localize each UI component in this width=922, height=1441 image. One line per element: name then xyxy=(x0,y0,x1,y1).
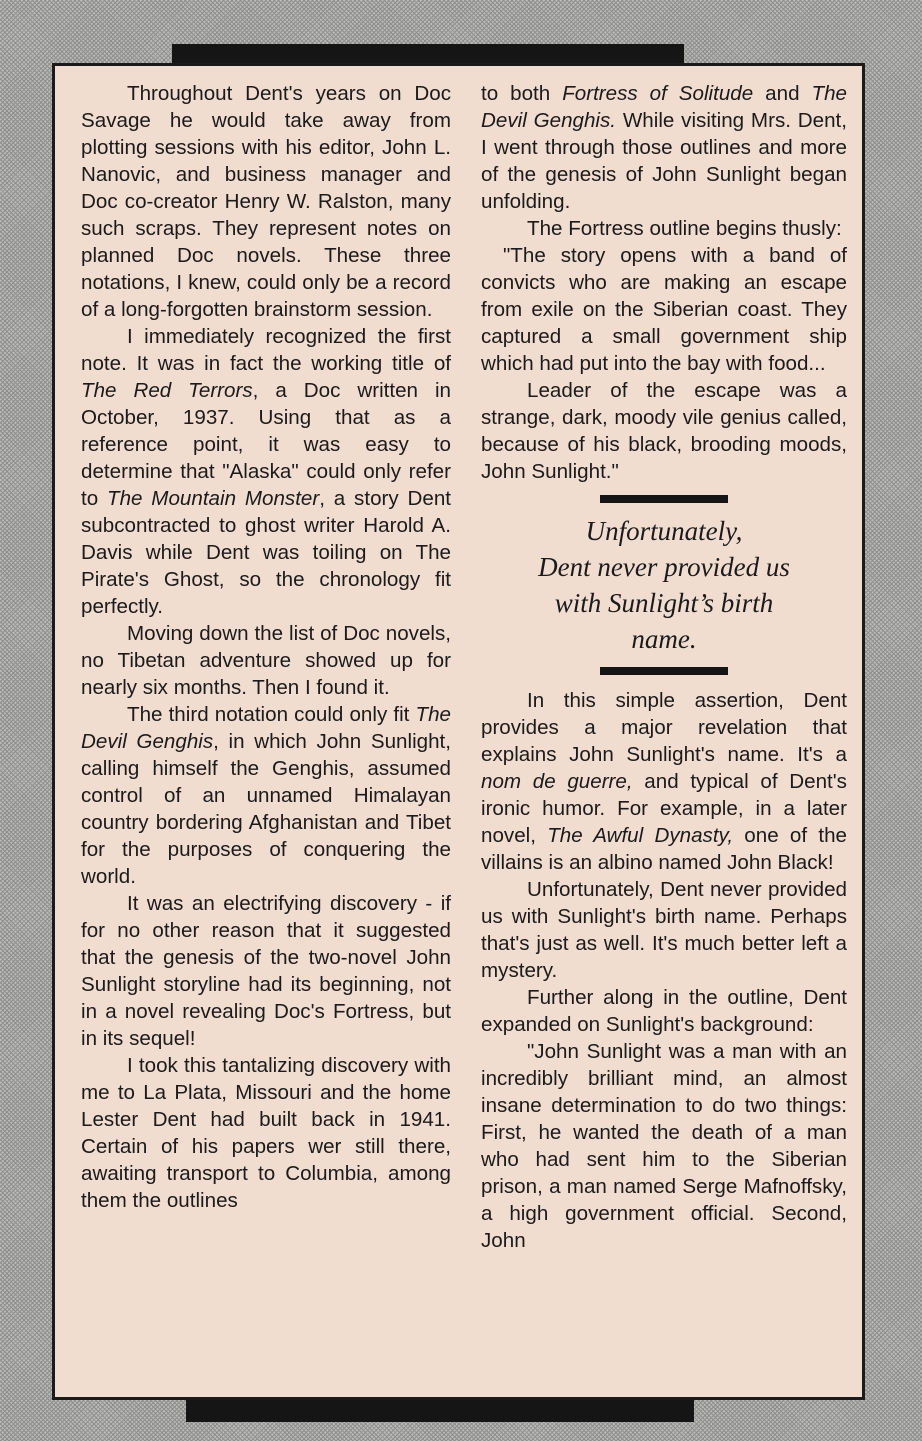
pullquote-bottom-rule xyxy=(600,667,728,675)
quoted-paragraph: Leader of the escape was a strange, dark, moody vile genius called, because of his black, brooding moods, John Sunlight." xyxy=(481,379,847,483)
pullquote-line: name. xyxy=(631,624,697,654)
paragraph: In this simple assertion, Dent provides a major revelation that explains John Sunlight's name. It's a nom de guerre, and typical of Dent's ironic humor. For example, in a later novel, The Awful Dynasty, one of the villains is an albino named John Black! xyxy=(481,689,847,874)
italic-term: nom de guerre, xyxy=(481,770,633,793)
book-title: The Red Terrors xyxy=(81,379,253,402)
pullquote xyxy=(481,511,847,659)
paragraph: to both Fortress of Solitude and The Devil Genghis. While visiting Mrs. Dent, I went through those outlines and more of the genesis of John Sunlight began unfolding. xyxy=(481,82,848,213)
book-title: Fortress of Solitude xyxy=(562,82,754,105)
book-title: The Awful Dynasty, xyxy=(547,824,734,847)
paragraph: I took this tantalizing discovery with me to La Plata, Missouri and the home Lester Dent had built back in 1941. Certain of his papers wer still there, awaiting transport to Columbia, among them the outlines xyxy=(81,1054,451,1212)
pullquote-line: Dent never provided us xyxy=(538,552,790,582)
paragraph: I immediately recognized the first note. It was in fact the working title of The Red Terrors, a Doc written in October, 1937. Using that as a reference point, it was easy to determine that "Alaska" could only refer to The Mountain Monster, a story Dent subcontracted to ghost writer Harold A. Davis while Dent was toiling on The Pirate's Ghost, so the chronology fit perfectly. xyxy=(81,325,451,618)
paragraph: The third notation could only fit The Devil Genghis, in which John Sunlight, calling himself the Genghis, assumed control of an unnamed Himalayan country bordering Afghanistan and Tibet for the purposes of conquering the world. xyxy=(81,703,451,888)
book-title: The Mountain Monster xyxy=(107,487,320,510)
book-title: The Devil Genghis. xyxy=(481,82,847,132)
paragraph: Unfortunately, Dent never provided us with Sunlight's birth name. Perhaps that's just as well. It's much better left a mystery. xyxy=(481,878,847,982)
paragraph: Further along in the outline, Dent expanded on Sunlight's background: xyxy=(481,986,847,1036)
left-column xyxy=(81,80,451,1214)
paragraph: It was an electrifying discovery - if for no other reason that it suggested that the genesis of the two-novel John Sunlight storyline had its beginning, not in a novel revealing Doc's Fortress, but in its sequel! xyxy=(81,892,451,1050)
pullquote-line: Unfortunately, xyxy=(585,516,743,546)
paragraph: Moving down the list of Doc novels, no Tibetan adventure showed up for nearly six months. Then I found it. xyxy=(81,622,451,699)
pullquote-top-rule xyxy=(600,495,728,503)
paragraph: Throughout Dent's years on Doc Savage he would take away from plotting sessions with his editor, John L. Nanovic, and business manager and Doc co-creator Henry W. Ralston, many such scraps. They represent notes on planned Doc novels. These three notations, I knew, could only be a record of a long-forgotten brainstorm session. xyxy=(81,82,451,321)
quoted-paragraph: "John Sunlight was a man with an incredibly brilliant mind, an almost insane determination to do two things: First, he wanted the death of a man who had sent him to the Siberian prison, a man named Serge Mafnoffsky, a high government official. Second, John xyxy=(481,1040,847,1252)
book-title: The Devil Genghis xyxy=(81,703,451,753)
quoted-paragraph: "The story opens with a band of convicts who are making an escape from exile on the Siberian coast. They captured a small government ship which had put into the bay with food... xyxy=(481,244,847,375)
pullquote-line: with Sunlight’s birth xyxy=(554,588,774,618)
article-page xyxy=(52,63,865,1400)
right-column xyxy=(481,80,847,1254)
paragraph: The Fortress outline begins thusly: xyxy=(527,217,842,240)
bottom-black-bar xyxy=(186,1398,694,1422)
